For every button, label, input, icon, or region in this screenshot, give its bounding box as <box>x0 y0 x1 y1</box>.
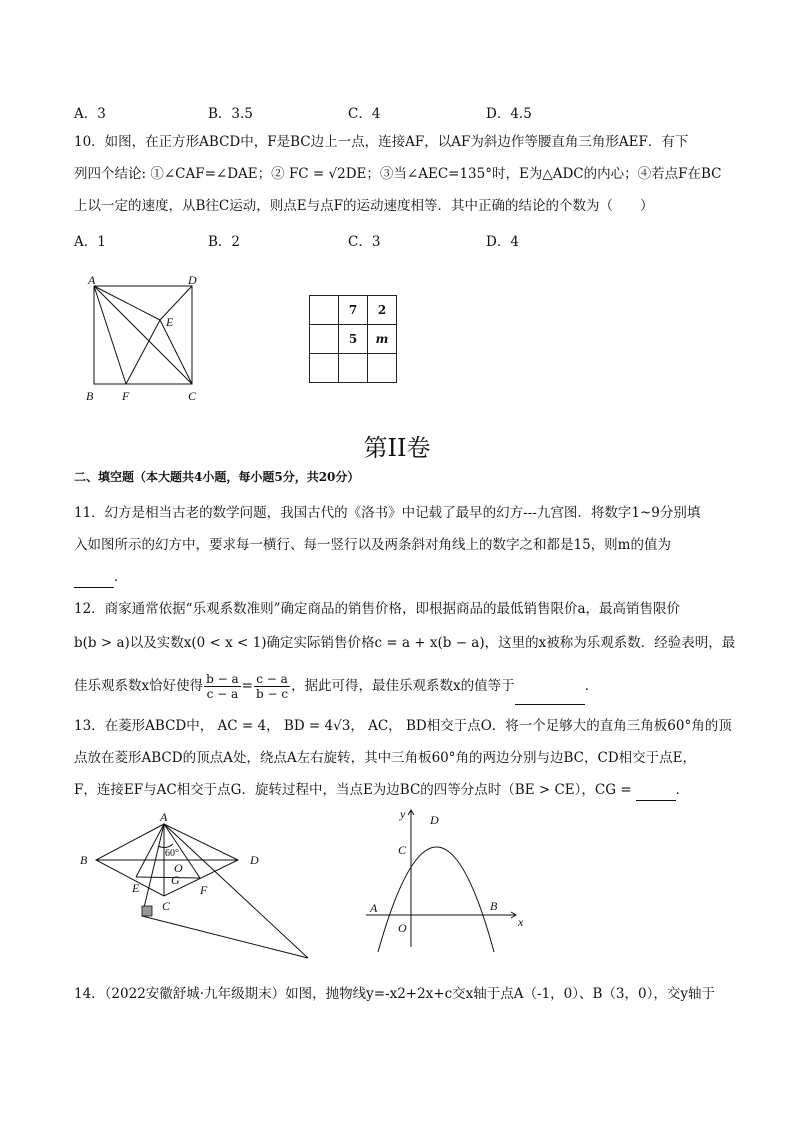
q13-line3 <box>74 780 689 801</box>
magic-square-grid <box>309 295 397 383</box>
label-b: B <box>490 899 498 913</box>
fraction-2-denominator: b − c <box>255 687 289 701</box>
label-b: B <box>80 853 88 867</box>
q9-option-a: A．3 <box>74 106 106 122</box>
label-b: B <box>86 389 94 403</box>
q12-line2: b(b > a)以及实数x(0 < x < 1)确定实际销售价格c = a + x(b − a)，这里的x被称为乐观系数．经验表明，最 <box>74 635 736 651</box>
label-g: G <box>171 873 180 887</box>
rhombus-figure <box>76 810 326 970</box>
label-a: A <box>370 901 378 915</box>
q12-line3 <box>74 668 598 705</box>
grid-cell <box>339 354 368 383</box>
fraction-2-numerator: c − a <box>254 672 290 687</box>
label-x: x <box>518 915 524 929</box>
q12-tail: ． <box>584 678 599 694</box>
right-angle-mark <box>142 906 152 916</box>
q10-option-c: C．3 <box>348 234 381 250</box>
label-c: C <box>188 389 197 403</box>
q11-line1: 11．幻方是相当古老的数学问题，我国古代的《洛书》中记载了最早的幻方---九宫图．将数字1~9分别填 <box>74 505 701 521</box>
triangle-ruler <box>142 824 308 958</box>
label-d: D <box>250 853 259 867</box>
grid-cell: 2 <box>368 296 397 325</box>
q10-line3: 上以一定的速度，从B往C运动，则点E与点F的运动速度相等．其中正确的结论的个数为（ ） <box>74 198 654 214</box>
q13-line3-text: F，连接EF与AC相交于点G．旋转过程中，当点E为边BC的四等分点时（BE > CE），CG = <box>74 782 632 798</box>
q10-option-a: A．1 <box>74 234 106 250</box>
label-f: F <box>200 883 208 897</box>
fraction-2 <box>254 672 290 701</box>
fraction-1-numerator: b − a <box>206 672 239 686</box>
equals-sign: = <box>241 678 253 694</box>
grid-cell <box>310 354 339 383</box>
label-f: F <box>122 389 130 403</box>
q9-option-c: C．4 <box>348 106 381 122</box>
fraction-1-denominator: c − a <box>206 687 239 701</box>
label-a: A <box>160 810 168 824</box>
segment-ac <box>94 286 192 384</box>
q11-end: ． <box>114 569 128 585</box>
q12-line3-start: 佳乐观系数x恰好使得 <box>74 678 204 694</box>
parabola-figure <box>360 802 540 952</box>
answer-blank[interactable] <box>515 668 585 705</box>
q9-option-b: B．3.5 <box>208 106 253 122</box>
label-y: y <box>400 807 406 821</box>
label-c: C <box>398 843 407 857</box>
label-o: O <box>174 861 183 875</box>
q10-line1: 10．如图，在正方形ABCD中，F是BC边上一点，连接AF，以AF为斜边作等腰直角三角形AEF．有下 <box>74 134 689 150</box>
q10-line2: 列四个结论: ①∠CAF=∠DAE；② FC = √2DE；③当∠AEC=135°时，E为△ADC的内心；④若点F在BC <box>74 166 722 182</box>
label-a: A <box>88 273 96 287</box>
parabola-curve <box>378 847 494 952</box>
q13-tail: ． <box>675 782 690 798</box>
segment-ef <box>136 877 200 878</box>
segment-de <box>160 286 192 320</box>
square-figure <box>80 270 210 405</box>
fraction-1 <box>204 672 241 701</box>
grid-cell <box>310 296 339 325</box>
q11-line2: 入如图所示的幻方中，要求每一横行、每一竖行以及两条斜对角线上的数字之和都是15，则m的值为 <box>74 537 671 553</box>
q13-line1: 13．在菱形ABCD中， AC = 4， BD = 4√3， AC， BD相交于点O．将一个足够大的直角三角板60°角的顶 <box>74 718 732 734</box>
section-heading: 二、填空题（本大题共4小题，每小题5分，共20分） <box>74 470 360 484</box>
grid-cell <box>368 354 397 383</box>
q12-line3-end: ，据此可得，最佳乐观系数x的值等于 <box>291 678 515 694</box>
volume-heading: 第II卷 <box>363 434 431 462</box>
answer-blank[interactable] <box>74 567 114 588</box>
angle-label: 60° <box>165 848 179 859</box>
segment-ec <box>160 320 192 384</box>
q12-line1: 12．商家通常依据“乐观系数准则”确定商品的销售价格，即根据商品的最低销售限价a，最高销售限价 <box>74 601 681 617</box>
answer-blank[interactable] <box>636 780 676 801</box>
label-d: D <box>430 813 439 827</box>
q10-option-d: D．4 <box>486 234 519 250</box>
label-c: C <box>162 899 171 913</box>
label-d: D <box>188 273 197 287</box>
q14-line1: 14．（2022安徽舒城·九年级期末）如图，抛物线y=-x2+2x+c交x轴于点A（-1，0）、B（3，0），交y轴于 <box>74 986 715 1002</box>
label-e: E <box>132 881 140 895</box>
segment-af <box>94 286 126 384</box>
q10-option-b: B．2 <box>208 234 241 250</box>
q11-line3 <box>74 567 128 588</box>
label-o: O <box>398 921 407 935</box>
q13-line2: 点放在菱形ABCD的顶点A处，绕点A左右旋转，其中三角板60°角的两边分别与边BC，CD相交于点E， <box>74 750 697 766</box>
grid-cell: 5 <box>339 325 368 354</box>
grid-cell: m <box>368 325 397 354</box>
segment-ef <box>126 320 160 384</box>
grid-cell: 7 <box>339 296 368 325</box>
q9-option-d: D．4.5 <box>486 106 532 122</box>
grid-cell <box>310 325 339 354</box>
label-e: E <box>166 315 174 329</box>
